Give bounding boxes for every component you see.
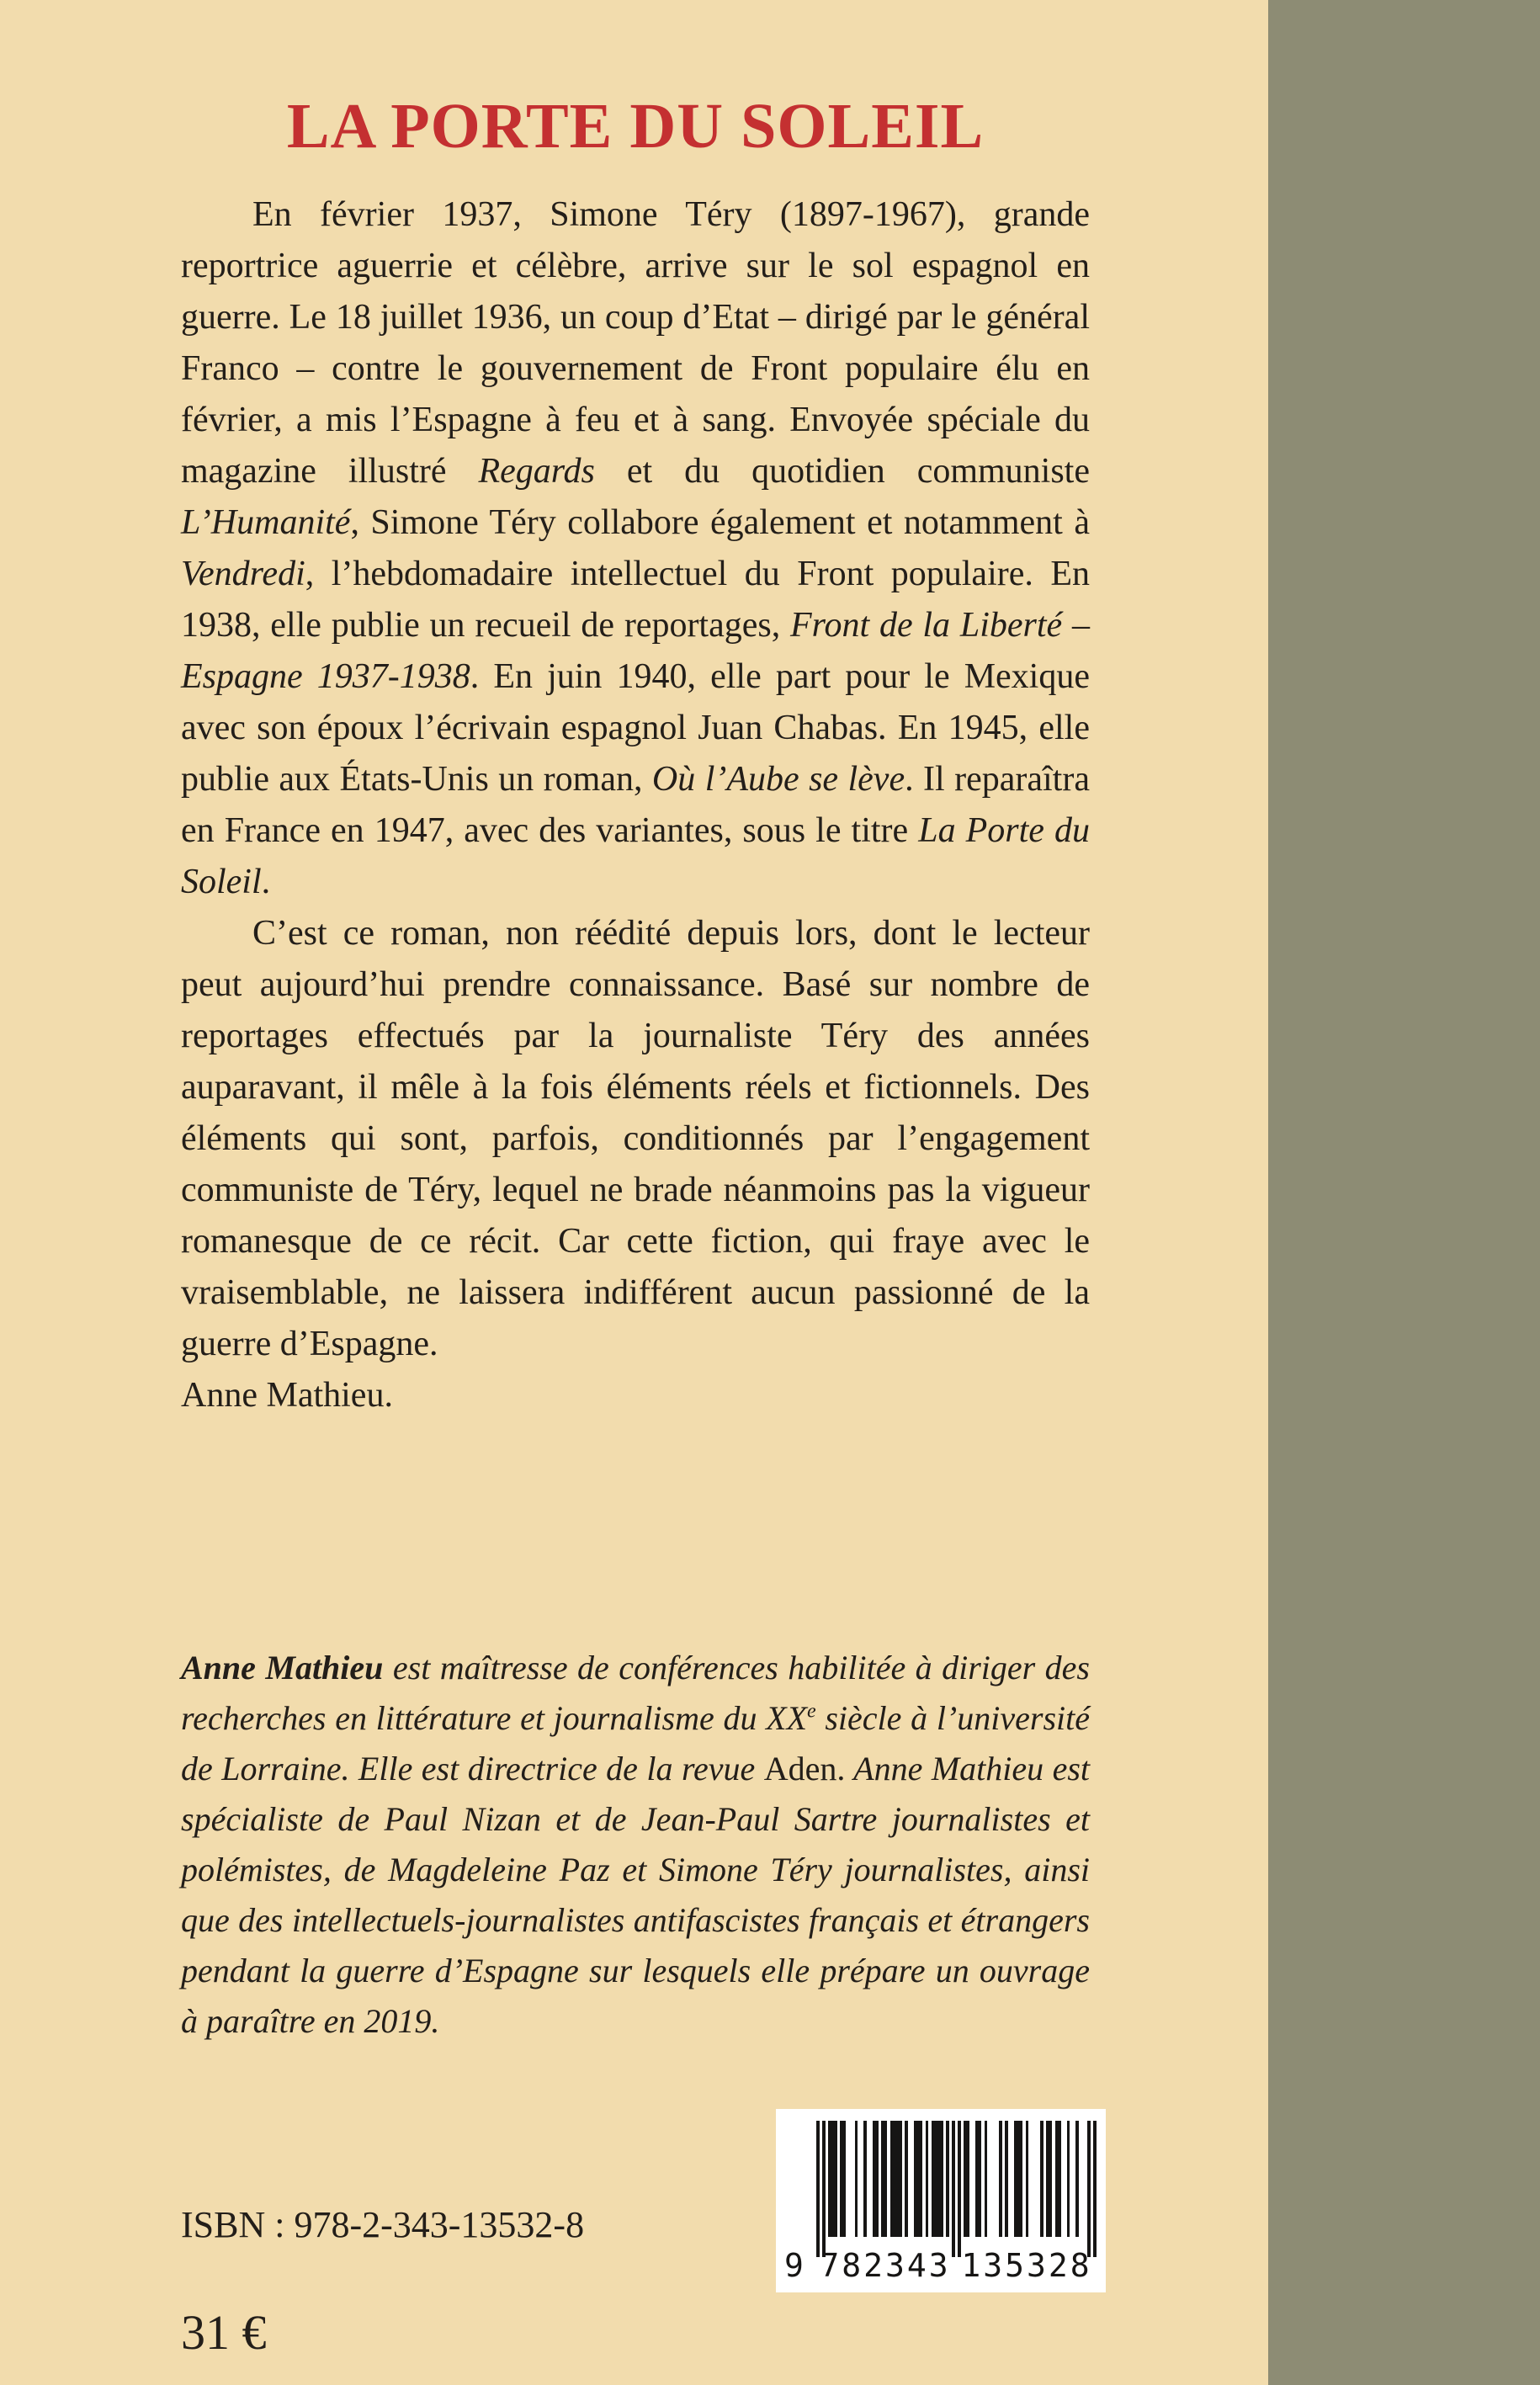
bio-journal-aden: Aden. (763, 1750, 846, 1787)
bio-text: siècle à l’université de Lorraine. Elle est directrice de la revue (181, 1699, 1090, 1787)
synopsis-text: . (261, 863, 271, 901)
book-title-aube: Où l’Aube se lève (651, 760, 905, 799)
bio-author-name: Anne Mathieu (181, 1649, 384, 1686)
book-title-humanite: L’Humanité (181, 503, 351, 542)
barcode-inner (784, 2121, 1097, 2292)
author-bio (181, 1643, 1090, 2047)
bio-superscript: e (807, 1700, 816, 1723)
price-text: 31 € (181, 2305, 267, 2360)
book-title-vendredi: Vendredi (181, 555, 305, 593)
synopsis-text: . Il reparaîtra en France en 1947, avec des variantes, sous le titre (181, 760, 1090, 850)
book-title-front-liberte: Front de la Liberté – Espagne 1937-1938 (181, 606, 1090, 696)
bio-text: est maîtresse de conférences habilitée à diriger des recherches en littérature et journalisme du XX (181, 1649, 1090, 1737)
synopsis-text: , Simone Téry collabore également et notamment à (350, 503, 1090, 542)
barcode-bars (816, 2121, 1097, 2257)
synopsis-paragraph-2: C’est ce roman, non réédité depuis lors, dont le lecteur peut aujourd’hui prendre connaissance. Basé sur nombre de reportages effectués par la journaliste Téry des années auparavant, il mêle à la fois éléments réels et fictionnels. Des éléments qui sont, parfois, conditionnés par l’engagement communiste de Téry, lequel ne brade néanmoins pas la vigueur romanesque de ce récit. Car cette fiction, qui fraye avec le vraisemblable, ne laissera indifférent aucun passionné de la guerre d’Espagne. (181, 914, 1090, 1363)
synopsis-text: . En juin 1940, elle part pour le Mexique avec son époux l’écrivain espagnol Juan Chabas. En 1945, elle publie aux États-Unis un roman, (181, 657, 1090, 799)
synopsis-text: , l’hebdomadaire intellectuel du Front populaire. En 1938, elle publie un recueil de reportages, (181, 555, 1090, 645)
barcode-digit-right-group: 135328 (961, 2247, 1092, 2284)
synopsis-text: et du quotidien communiste (594, 452, 1090, 491)
book-title-porte-soleil: La Porte du Soleil (181, 811, 1090, 901)
synopsis-paragraph-1 (181, 189, 1090, 908)
barcode-digit-first: 9 (784, 2247, 804, 2284)
barcode-digit-left-group: 782343 (820, 2247, 951, 2284)
page-title: LA PORTE DU SOLEIL (286, 90, 985, 162)
book-title-regards: Regards (478, 452, 595, 491)
author-signature: Anne Mathieu. (181, 1376, 393, 1415)
isbn-text: ISBN : 978-2-343-13532-8 (181, 2204, 585, 2245)
barcode (776, 2109, 1106, 2292)
bio-text: Anne Mathieu est spécialiste de Paul Nizan et de Jean-Paul Sartre journalistes et polémistes, de Magdeleine Paz et Simone Téry journalistes, ainsi que des intellectuels-journalistes antifascistes français et étrangers pendant la guerre d’Espagne sur lesquels elle prépare un ouvrage à paraître en 2019. (181, 1750, 1091, 2040)
spine-strip (1268, 0, 1540, 2385)
synopsis-block (181, 189, 1090, 1421)
barcode-digits (784, 2247, 1097, 2284)
synopsis-text: En février 1937, Simone Téry (1897-1967), grande reportrice aguerrie et célèbre, arrive sur le sol espagnol en guerre. Le 18 juillet 1936, un coup d’Etat – dirigé par le général Franco – contre le gouvernement de Front populaire élu en février, a mis l’Espagne à feu et à sang. Envoyée spéciale du magazine illustré (181, 195, 1090, 491)
